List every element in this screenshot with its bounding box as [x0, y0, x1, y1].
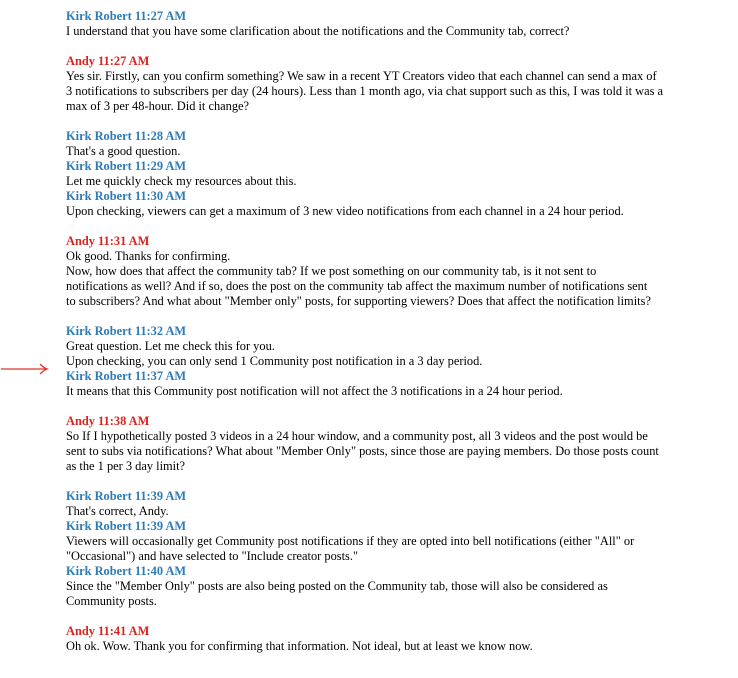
message-group [66, 9, 734, 39]
message-text: max of 3 per 48-hour. Did it change? [66, 99, 250, 113]
agent-message-header [66, 189, 734, 204]
sender-name: Andy [66, 234, 95, 248]
sender-name: Kirk Robert [66, 369, 132, 383]
agent-message-header [66, 564, 734, 579]
message-group [66, 234, 734, 309]
message-text: as the 1 per 3 day limit? [66, 459, 186, 473]
sender-name: Kirk Robert [66, 489, 132, 503]
message-text: That's a good question. [66, 144, 181, 158]
message-text: Oh ok. Wow. Thank you for confirming that information. Not ideal, but at least we know now. [66, 639, 533, 653]
message-timestamp: 11:29 AM [134, 159, 187, 173]
agent-message-header [66, 369, 734, 384]
message-text: to subscribers? And what about "Member only" posts, for supporting viewers? Does that affect the notification limits? [66, 294, 651, 308]
sender-name: Andy [66, 54, 95, 68]
message-text: "Occasional") and have selected to "Include creator posts." [66, 549, 359, 563]
customer-message-header [66, 54, 734, 69]
sender-name: Kirk Robert [66, 189, 132, 203]
agent-message-header [66, 159, 734, 174]
customer-message-header [66, 624, 734, 639]
sender-name: Kirk Robert [66, 129, 132, 143]
message-text: Ok good. Thanks for confirming. [66, 249, 231, 263]
message-text: Community posts. [66, 594, 157, 608]
message-text: Yes sir. Firstly, can you confirm something? We saw in a recent YT Creators video that each channel can send a max of [66, 69, 657, 83]
chat-transcript [66, 9, 734, 669]
message-timestamp: 11:27 AM [134, 9, 187, 23]
message-timestamp: 11:40 AM [134, 564, 187, 578]
message-timestamp: 11:39 AM [134, 519, 187, 533]
message-text: Now, how does that affect the community tab? If we post something on our community tab, is it not sent to [66, 264, 597, 278]
message-group [66, 414, 734, 474]
sender-name: Kirk Robert [66, 564, 132, 578]
message-timestamp: 11:30 AM [134, 189, 187, 203]
message-text: Since the "Member Only" posts are also being posted on the Community tab, those will also be considered as [66, 579, 608, 593]
agent-message-header [66, 129, 734, 144]
message-group [66, 489, 734, 609]
message-timestamp: 11:31 AM [98, 234, 150, 248]
message-text: sent to subs via notifications? What about "Member Only" posts, since those are paying members. Do those posts count [66, 444, 659, 458]
message-text: Upon checking, you can only send 1 Community post notification in a 3 day period. [66, 354, 483, 368]
sender-name: Kirk Robert [66, 519, 132, 533]
customer-message-header [66, 414, 734, 429]
sender-name: Kirk Robert [66, 324, 132, 338]
message-timestamp: 11:37 AM [134, 369, 187, 383]
agent-message-header [66, 324, 734, 339]
message-text: So If I hypothetically posted 3 videos in a 24 hour window, and a community post, all 3 videos and the post would be [66, 429, 648, 443]
sender-name: Andy [66, 414, 95, 428]
message-text: I understand that you have some clarification about the notifications and the Community tab, correct? [66, 24, 570, 38]
message-text: Great question. Let me check this for you. [66, 339, 275, 353]
message-text: Let me quickly check my resources about this. [66, 174, 297, 188]
message-text: 3 notifications to subscribers per day (24 hours). Less than 1 month ago, via chat support such as this, I was told it was a [66, 84, 664, 98]
message-text: It means that this Community post notification will not affect the 3 notifications in a 24 hour period. [66, 384, 563, 398]
agent-message-header [66, 519, 734, 534]
message-text: Upon checking, viewers can get a maximum of 3 new video notifications from each channel in a 24 hour period. [66, 204, 624, 218]
message-group [66, 324, 734, 399]
message-group [66, 129, 734, 219]
message-timestamp: 11:38 AM [98, 414, 150, 428]
sender-name: Andy [66, 624, 95, 638]
message-timestamp: 11:27 AM [98, 54, 150, 68]
message-text: That's correct, Andy. [66, 504, 169, 518]
agent-message-header [66, 9, 734, 24]
right-arrow-icon [1, 363, 49, 375]
message-group [66, 624, 734, 654]
sender-name: Kirk Robert [66, 9, 132, 23]
message-timestamp: 11:41 AM [98, 624, 150, 638]
customer-message-header [66, 234, 734, 249]
message-text: Viewers will occasionally get Community post notifications if they are opted into bell notifications (either "All" or [66, 534, 635, 548]
message-timestamp: 11:28 AM [134, 129, 187, 143]
message-timestamp: 11:32 AM [134, 324, 187, 338]
sender-name: Kirk Robert [66, 159, 132, 173]
message-text: notifications as well? And if so, does the post on the community tab affect the maximum number of notifications sent [66, 279, 648, 293]
message-timestamp: 11:39 AM [134, 489, 187, 503]
agent-message-header [66, 489, 734, 504]
message-group [66, 54, 734, 114]
